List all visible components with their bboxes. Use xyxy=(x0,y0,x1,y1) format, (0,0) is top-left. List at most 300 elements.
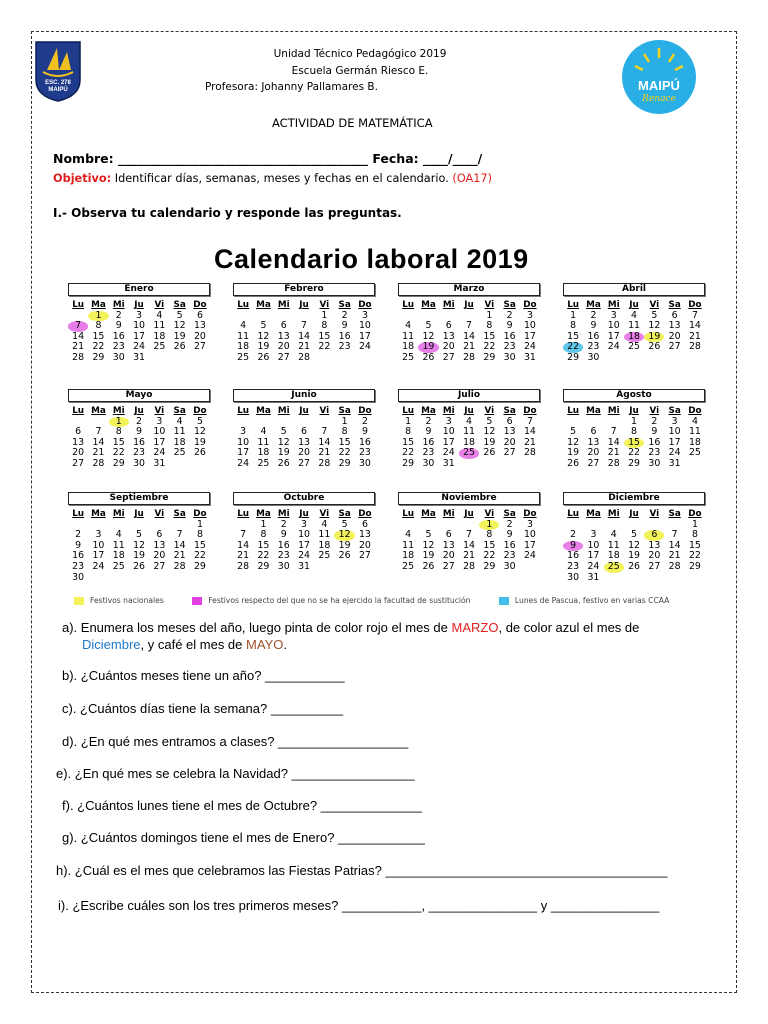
day-cell: 5 xyxy=(651,309,658,321)
day-cell: 20 xyxy=(648,550,661,562)
day-cell: 1 xyxy=(109,417,129,428)
day-cell: 6 xyxy=(280,320,287,332)
day-cell: 4 xyxy=(405,320,412,332)
month-name: Enero xyxy=(68,283,210,296)
day-cell: 8 xyxy=(405,426,412,438)
weekday-label: Mi xyxy=(112,406,125,416)
day-cell: 2 xyxy=(570,529,577,541)
weekday-label: Ju xyxy=(134,406,144,416)
day-cell: 2 xyxy=(75,529,82,541)
weekday-label: Ju xyxy=(464,406,474,416)
month-name: Junio xyxy=(233,389,375,402)
day-cell: 8 xyxy=(691,529,698,541)
day-cell: 2 xyxy=(506,518,513,530)
day-cell: 5 xyxy=(631,529,638,541)
day-cell: 24 xyxy=(442,447,455,459)
day-cell: 10 xyxy=(523,529,536,541)
day-cell: 16 xyxy=(358,436,371,448)
weekday-label: Sa xyxy=(503,509,516,519)
month-septiembre xyxy=(68,492,210,583)
weekday-label: Lu xyxy=(72,300,85,310)
day-cell: 17 xyxy=(607,330,620,342)
month-marzo xyxy=(398,283,540,364)
svg-text:MAIPÚ: MAIPÚ xyxy=(638,78,680,93)
weekday-label: Ju xyxy=(464,509,474,519)
day-cell: 28 xyxy=(173,560,186,572)
day-cell: 19 xyxy=(277,447,290,459)
day-cell: 18 xyxy=(607,550,620,562)
day-cell: 18 xyxy=(624,332,644,343)
question-a-marzo: MARZO xyxy=(451,620,499,635)
day-cell: 18 xyxy=(153,330,166,342)
day-cell: 14 xyxy=(688,320,701,332)
day-cell: 19 xyxy=(422,550,435,562)
day-cell: 4 xyxy=(610,529,617,541)
day-cell: 28 xyxy=(72,351,85,363)
day-cell: 18 xyxy=(402,550,415,562)
day-cell: 5 xyxy=(196,415,203,427)
question-g[interactable]: g). ¿Cuántos domingos tiene el mes de Enero? ____________ xyxy=(62,830,425,845)
question-c[interactable]: c). ¿Cuántos días tiene la semana? __________ xyxy=(62,701,344,716)
day-cell: 29 xyxy=(628,457,640,469)
day-cell: 26 xyxy=(567,457,580,469)
day-cell: 14 xyxy=(173,539,186,551)
day-cell: 16 xyxy=(133,436,145,448)
day-cell: 1 xyxy=(88,311,108,322)
month-abril xyxy=(563,283,705,364)
month-name: Marzo xyxy=(398,283,540,296)
weekday-label: Vi xyxy=(484,406,495,416)
page-title: ACTIVIDAD DE MATEMÁTICA xyxy=(272,116,433,130)
day-cell: 26 xyxy=(133,560,145,572)
day-cell: 10 xyxy=(298,529,310,541)
day-cell: 16 xyxy=(277,539,290,551)
day-cell: 17 xyxy=(442,436,455,448)
day-cell: 11 xyxy=(463,426,475,438)
month-enero xyxy=(68,283,210,364)
day-cell: 20 xyxy=(442,550,455,562)
day-cell: 20 xyxy=(587,447,600,459)
weekday-label: Ju xyxy=(629,509,639,519)
weekday-label: Lu xyxy=(72,406,85,416)
calendar-legend xyxy=(74,596,669,605)
day-cell: 10 xyxy=(92,539,105,551)
day-cell: 7 xyxy=(240,529,247,541)
day-cell: 8 xyxy=(486,529,493,541)
day-cell: 24 xyxy=(523,341,536,353)
day-cell: 16 xyxy=(587,330,600,342)
day-cell: 20 xyxy=(277,341,290,353)
day-cell: 10 xyxy=(587,539,600,551)
weekday-label: Mi xyxy=(277,406,290,416)
day-cell: 18 xyxy=(463,436,475,448)
day-cell: 20 xyxy=(358,539,371,551)
day-cell: 17 xyxy=(358,330,371,342)
day-cell: 31 xyxy=(668,457,681,469)
day-cell: 25 xyxy=(688,447,701,459)
weekday-label: Vi xyxy=(649,509,660,519)
day-cell: 28 xyxy=(688,341,701,353)
day-cell: 16 xyxy=(112,330,125,342)
day-cell: 11 xyxy=(173,426,186,438)
month-name: Noviembre xyxy=(398,492,540,505)
weekday-label: Lu xyxy=(567,509,580,519)
weekday-label: Do xyxy=(688,509,702,519)
day-cell: 12 xyxy=(193,426,206,438)
day-cell: 3 xyxy=(526,309,533,321)
day-cell: 7 xyxy=(301,320,308,332)
weekday-label: Ma xyxy=(421,300,436,310)
calendar-title: Calendario laboral 2019 xyxy=(214,244,529,274)
day-cell: 1 xyxy=(341,415,348,427)
day-cell: 23 xyxy=(112,341,125,353)
day-cell: 2 xyxy=(341,309,348,321)
day-cell: 14 xyxy=(463,539,475,551)
day-cell: 15 xyxy=(567,330,580,342)
day-cell: 28 xyxy=(318,457,331,469)
day-cell: 4 xyxy=(240,320,247,332)
weekday-label: Mi xyxy=(112,509,125,519)
day-cell: 26 xyxy=(648,341,661,353)
day-cell: 5 xyxy=(425,320,432,332)
day-cell: 17 xyxy=(153,436,166,448)
day-cell: 27 xyxy=(442,560,455,572)
day-cell: 23 xyxy=(72,560,85,572)
weekday-label: Ma xyxy=(91,509,106,519)
day-cell: 23 xyxy=(567,560,580,572)
day-cell: 20 xyxy=(668,330,681,342)
day-cell: 29 xyxy=(112,457,125,469)
day-cell: 5 xyxy=(341,518,348,530)
day-cell: 7 xyxy=(466,320,473,332)
day-cell: 29 xyxy=(483,560,496,572)
day-cell: 10 xyxy=(523,320,536,332)
day-cell: 19 xyxy=(483,436,496,448)
question-e[interactable]: e). ¿En qué mes se celebra la Navidad? _________________ xyxy=(56,766,415,781)
day-cell: 2 xyxy=(425,415,432,427)
weekday-label: Ju xyxy=(299,509,309,519)
day-cell: 2 xyxy=(590,309,597,321)
day-cell: 22 xyxy=(92,341,105,353)
day-cell: 30 xyxy=(648,457,661,469)
day-cell: 7 xyxy=(526,415,533,427)
weekday-label: Ma xyxy=(256,300,271,310)
weekday-label: Mi xyxy=(442,406,455,416)
day-cell: 26 xyxy=(173,341,186,353)
day-cell: 21 xyxy=(318,447,331,459)
day-cell: 23 xyxy=(338,341,351,353)
day-cell: 22 xyxy=(563,342,583,353)
day-cell: 17 xyxy=(668,436,681,448)
question-a-diciembre: Diciembre xyxy=(82,637,141,652)
day-cell: 26 xyxy=(257,351,270,363)
day-cell: 3 xyxy=(240,426,247,438)
nombre-label: Nombre: xyxy=(53,151,114,166)
day-cell: 27 xyxy=(503,447,516,459)
day-cell: 21 xyxy=(72,341,85,353)
weekday-label: Lu xyxy=(237,509,250,519)
day-cell: 9 xyxy=(651,426,658,438)
weekday-label: Ma xyxy=(586,300,601,310)
weekday-label: Mi xyxy=(112,300,125,310)
weekday-label: Sa xyxy=(338,300,351,310)
day-cell: 14 xyxy=(607,436,620,448)
day-cell: 23 xyxy=(133,447,145,459)
day-cell: 27 xyxy=(358,550,371,562)
day-cell: 6 xyxy=(671,309,678,321)
question-b[interactable]: b). ¿Cuántos meses tiene un año? ___________ xyxy=(62,668,345,683)
weekday-label: Mi xyxy=(607,509,620,519)
day-cell: 7 xyxy=(671,529,678,541)
day-cell: 17 xyxy=(587,550,600,562)
weekday-label: Sa xyxy=(668,300,681,310)
day-cell: 11 xyxy=(237,330,250,342)
day-cell: 9 xyxy=(590,320,597,332)
day-cell: 6 xyxy=(361,518,368,530)
day-cell: 4 xyxy=(466,415,473,427)
objective-label: Objetivo: xyxy=(53,172,112,185)
day-cell: 6 xyxy=(506,415,513,427)
day-cell: 25 xyxy=(153,341,166,353)
day-cell: 6 xyxy=(644,530,664,541)
day-cell: 13 xyxy=(193,320,206,332)
day-cell: 10 xyxy=(133,320,145,332)
day-cell: 11 xyxy=(688,426,701,438)
day-cell: 21 xyxy=(523,436,536,448)
day-cell: 31 xyxy=(153,457,166,469)
day-cell: 26 xyxy=(422,351,435,363)
weekday-label: Do xyxy=(523,300,537,310)
day-cell: 9 xyxy=(280,529,287,541)
weekday-label: Ma xyxy=(256,406,271,416)
day-cell: 16 xyxy=(567,550,580,562)
day-cell: 12 xyxy=(483,426,496,438)
day-cell: 12 xyxy=(628,539,640,551)
day-cell: 22 xyxy=(112,447,125,459)
weekday-label: Vi xyxy=(319,509,330,519)
day-cell: 15 xyxy=(257,539,270,551)
weekday-label: Vi xyxy=(484,300,495,310)
day-cell: 7 xyxy=(176,529,183,541)
day-cell: 28 xyxy=(298,351,310,363)
question-i[interactable]: i). ¿Escribe cuáles son los tres primeros meses? ___________, _______________ y _______________ xyxy=(58,898,660,913)
month-name: Septiembre xyxy=(68,492,210,505)
weekday-label: Do xyxy=(193,300,207,310)
day-cell: 23 xyxy=(277,550,290,562)
day-cell: 8 xyxy=(196,529,203,541)
day-cell: 25 xyxy=(402,560,415,572)
day-cell: 3 xyxy=(95,529,102,541)
day-cell: 27 xyxy=(153,560,166,572)
weekday-label: Lu xyxy=(402,300,415,310)
legend-swatch xyxy=(192,597,202,605)
day-cell: 31 xyxy=(298,560,310,572)
day-cell: 20 xyxy=(298,447,310,459)
month-name: Octubre xyxy=(233,492,375,505)
question-a-mid: , de color azul el mes de xyxy=(498,620,640,635)
day-cell: 13 xyxy=(358,529,371,541)
day-cell: 4 xyxy=(691,415,698,427)
weekday-label: Vi xyxy=(154,406,165,416)
day-cell: 13 xyxy=(298,436,310,448)
day-cell: 14 xyxy=(668,539,681,551)
day-cell: 21 xyxy=(237,550,250,562)
weekday-label: Sa xyxy=(338,406,351,416)
day-cell: 22 xyxy=(257,550,270,562)
legend-label: Festivos respecto del que no se ha ejercido la facultad de sustitución xyxy=(208,596,471,605)
day-cell: 25 xyxy=(459,448,479,459)
day-cell: 20 xyxy=(503,436,516,448)
day-cell: 31 xyxy=(523,351,536,363)
question-f[interactable]: f). ¿Cuántos lunes tiene el mes de Octubre? ______________ xyxy=(62,798,422,813)
day-cell: 21 xyxy=(298,341,310,353)
day-cell: 30 xyxy=(277,560,290,572)
month-noviembre xyxy=(398,492,540,573)
day-cell: 27 xyxy=(277,351,290,363)
nombre-field[interactable]: ________________________________________ xyxy=(118,151,369,166)
day-cell: 7 xyxy=(610,426,617,438)
day-cell: 23 xyxy=(422,447,435,459)
day-cell: 17 xyxy=(92,550,105,562)
day-cell: 3 xyxy=(136,309,143,321)
day-cell: 7 xyxy=(68,321,88,332)
day-cell: 1 xyxy=(479,520,499,531)
day-cell: 25 xyxy=(237,351,250,363)
day-cell: 3 xyxy=(526,518,533,530)
day-cell: 12 xyxy=(133,539,145,551)
day-cell: 10 xyxy=(607,320,620,332)
day-cell: 3 xyxy=(671,415,678,427)
weekday-label: Ju xyxy=(629,406,639,416)
day-cell: 4 xyxy=(405,529,412,541)
day-cell: 5 xyxy=(136,529,143,541)
day-cell: 21 xyxy=(92,447,105,459)
day-cell: 20 xyxy=(442,341,455,353)
day-cell: 24 xyxy=(668,447,681,459)
weekday-label: Ju xyxy=(629,300,639,310)
question-a-mayo: MAYO xyxy=(246,637,284,652)
day-cell: 7 xyxy=(321,426,328,438)
month-name: Julio xyxy=(398,389,540,402)
day-cell: 18 xyxy=(257,447,270,459)
svg-text:ESC. 278: ESC. 278 xyxy=(45,80,71,86)
day-cell: 19 xyxy=(567,447,580,459)
day-cell: 14 xyxy=(237,539,250,551)
day-cell: 14 xyxy=(318,436,331,448)
day-cell: 16 xyxy=(422,436,435,448)
weekday-label: Mi xyxy=(442,300,455,310)
weekday-label: Lu xyxy=(402,509,415,519)
day-cell: 26 xyxy=(338,550,351,562)
weekday-label: Vi xyxy=(649,300,660,310)
day-cell: 6 xyxy=(75,426,82,438)
weekday-label: Do xyxy=(688,300,702,310)
day-cell: 17 xyxy=(523,330,536,342)
day-cell: 15 xyxy=(92,330,105,342)
day-cell: 14 xyxy=(298,330,310,342)
month-diciembre xyxy=(563,492,705,583)
day-cell: 19 xyxy=(338,539,351,551)
day-cell: 27 xyxy=(587,457,600,469)
day-cell: 2 xyxy=(115,309,122,321)
day-cell: 22 xyxy=(338,447,351,459)
day-cell: 27 xyxy=(442,351,455,363)
day-cell: 18 xyxy=(402,341,415,353)
day-cell: 21 xyxy=(463,550,475,562)
weekday-label: Do xyxy=(358,509,372,519)
day-cell: 21 xyxy=(668,550,681,562)
weekday-label: Ju xyxy=(134,509,144,519)
day-cell: 15 xyxy=(624,438,644,449)
weekday-label: Sa xyxy=(668,406,681,416)
day-cell: 22 xyxy=(483,341,496,353)
day-cell: 2 xyxy=(361,415,368,427)
day-cell: 28 xyxy=(668,560,681,572)
day-cell: 31 xyxy=(133,351,145,363)
day-cell: 17 xyxy=(133,330,145,342)
day-cell: 29 xyxy=(338,457,351,469)
day-cell: 23 xyxy=(358,447,371,459)
day-cell: 7 xyxy=(95,426,102,438)
month-mayo xyxy=(68,389,210,470)
day-cell: 9 xyxy=(75,539,82,551)
month-name: Abril xyxy=(563,283,705,296)
weekday-label: Sa xyxy=(173,300,186,310)
fecha-label: Fecha: xyxy=(372,151,419,166)
header-line2: Escuela Germán Riesco E. xyxy=(291,65,429,77)
day-cell: 11 xyxy=(402,539,415,551)
day-cell: 14 xyxy=(523,426,536,438)
day-cell: 25 xyxy=(257,457,270,469)
day-cell: 3 xyxy=(445,415,452,427)
day-cell: 29 xyxy=(483,351,496,363)
day-cell: 11 xyxy=(153,320,166,332)
question-h[interactable]: h). ¿Cuál es el mes que celebramos las Fiestas Patrias? _______________________________________ xyxy=(56,863,668,878)
weekday-label: Ma xyxy=(91,300,106,310)
day-cell: 27 xyxy=(648,560,661,572)
day-cell: 7 xyxy=(691,309,698,321)
weekday-label: Ju xyxy=(299,406,309,416)
weekday-label: Vi xyxy=(154,509,165,519)
day-cell: 25 xyxy=(604,562,624,573)
day-cell: 8 xyxy=(115,426,122,438)
day-cell: 11 xyxy=(402,330,415,342)
day-cell: 12 xyxy=(257,330,270,342)
day-cell: 6 xyxy=(196,309,203,321)
day-cell: 14 xyxy=(463,330,475,342)
day-cell: 24 xyxy=(587,560,600,572)
weekday-label: Ju xyxy=(464,300,474,310)
month-name: Mayo xyxy=(68,389,210,402)
weekday-label: Mi xyxy=(607,406,620,416)
day-cell: 5 xyxy=(425,529,432,541)
day-cell: 12 xyxy=(277,436,290,448)
weekday-label: Do xyxy=(523,509,537,519)
fecha-field[interactable]: ____/____/ xyxy=(423,151,483,166)
day-cell: 14 xyxy=(72,330,85,342)
day-cell: 8 xyxy=(95,320,102,332)
day-cell: 5 xyxy=(486,415,493,427)
header-line1: Unidad Técnico Pedagógico 2019 xyxy=(273,48,447,60)
day-cell: 15 xyxy=(112,436,125,448)
day-cell: 23 xyxy=(503,341,516,353)
day-cell: 10 xyxy=(237,436,250,448)
weekday-label: Sa xyxy=(668,509,681,519)
day-cell: 12 xyxy=(422,330,435,342)
question-d[interactable]: d). ¿En qué mes entramos a clases? __________________ xyxy=(62,734,409,749)
weekday-label: Do xyxy=(688,406,702,416)
day-cell: 3 xyxy=(361,309,368,321)
